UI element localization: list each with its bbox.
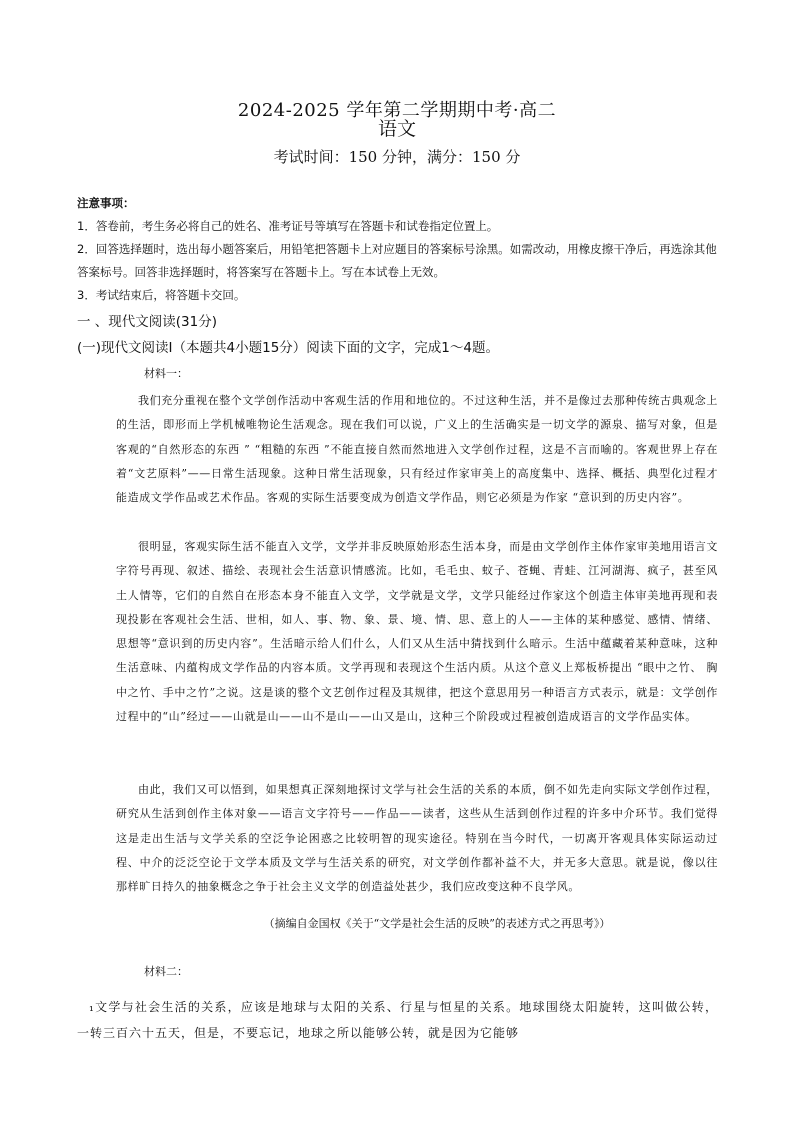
exam-time-and-score: 考试时间：150 分钟，满分：150 分 (273, 148, 521, 166)
material-1-paragraph-2 (116, 535, 718, 729)
material-2-label: 材料二： (144, 965, 188, 978)
exam-title: 2024-2025 学年第二学期期中考·高二 (237, 100, 557, 121)
material-1-source: （摘编自金国权《关于“文学是社会生活的反映”的表述方式之再思考》） (263, 917, 611, 930)
section-subheading-reading-1: (一)现代文阅读I（本题共4小题15分）阅读下面的文字，完成1～4题。 (77, 340, 499, 356)
material-1-label: 材料一： (144, 367, 188, 380)
material-1-paragraph-1 (116, 389, 718, 510)
material-2-paragraph (77, 994, 718, 1046)
notes-item-2: 2．回答选择题时，选出每小题答案后，用铅笔把答题卡上对应题目的答案标号涂黑。如需改动，用橡皮擦干净后，再选涂其他答案标号。回答非选择题时，将答案写在答题卡上。写在本试卷上无效。 (77, 242, 717, 279)
material-1-paragraph-3 (116, 778, 718, 899)
notes-item-3: 3．考试结束后，将答题卡交回。 (77, 288, 246, 302)
section-heading-modern-reading: 一 、现代文阅读(31分) (77, 314, 218, 330)
notes-heading: 注意事项： (77, 196, 135, 210)
paragraph-text: 由此，我们又可以悟到，如果想真正深刻地探讨文学与社会生活的关系的本质，倒不如先走向实际文学创作过程，研究从生活到创作主体对象——语言文字符号——作品——读者，这些从生活到创作过程的许多中介环节。我们觉得这是走出生活与文学关系的空泛争论困惑之比较明智的现实途径。特别在当今时代，一切离开客观具体实际运动过程、中介的泛泛空论于文学本质及文学与生活关系的研究，对文学创作都补益不大，并无多大意思。就是说，像以往那样旷日持久的抽象概念之争于社会主义文学的创造益处甚少，我们应改变这种不良学风。 (116, 783, 718, 894)
paragraph-text: 我们充分重视在整个文学创作活动中客观生活的作用和地位的。不过这种生活，并不是像过去那种传统古典观念上的生活，即形而上学机械唯物论生活观念。现在我们可以说，广义上的生活确实是一切文学的源泉、描写对象，但是客观的“自然形态的东西 ” “粗糙的东西 ”不能直接自然而然地进入文学创作过程，这是不言而喻的。客观世界上存在着“文艺原料”——日常生活现象。这种日常生活现象，只有经过作家审美上的高度集中、选择、概括、典型化过程才能造成文学作品或艺术作品。客观的实际生活要变成为创造文学作品，则它必须是为作家 “意识到的历史内容”。 (116, 394, 718, 505)
subject-title: 语文 (377, 118, 416, 140)
notes-item-1: 1．答卷前，考生务必将自己的姓名、准考证号等填写在答题卡和试卷指定位置上。 (77, 219, 499, 233)
paragraph-text: ₁文学与社会生活的关系，应该是地球与太阳的关系、行星与恒星的关系。地球围绕太阳旋转，这叫做公转，一转三百六十五天，但是，不要忘记，地球之所以能够公转，就是因为它能够 (77, 1000, 718, 1040)
notes-block (77, 192, 727, 307)
paragraph-text: 很明显，客观实际生活不能直入文学，文学并非反映原始形态生活本身，而是由文学创作主体作家审美地用语言文字符号再现、叙述、描绘、表现社会生活意识情感流。比如，毛毛虫、蚊子、苍蝇、青蛙、江河湖海、疯子，甚至风土人情等，它们的自然自在形态本身不能直入文学，文学就是文学，文学只能经过作家这个创造主体审美地再现和表现投影在客观社会生活、世相，如人、事、物、象、景、境、情、思、意上的人——主体的某种感觉、感情、情绪、思想等“意识到的历史内容”。生活暗示给人们什么，人们又从生活中猜找到什么暗示。生活中蕴藏着某种意味，这种生活意味、内蕴构成文学作品的内容本质。文学再现和表现这个生活内质。从这个意义上郑板桥提出 “眼中之竹、 胸中之竹、手中之竹”之说。这是谈的整个文艺创作过程及其规律，把这个意思用另一种语言方式表示，就是：文学创作过程中的“山”经过——山就是山——山不是山——山又是山，这种三个阶段或过程被创造成语言的文学作品实体。 (116, 540, 718, 724)
